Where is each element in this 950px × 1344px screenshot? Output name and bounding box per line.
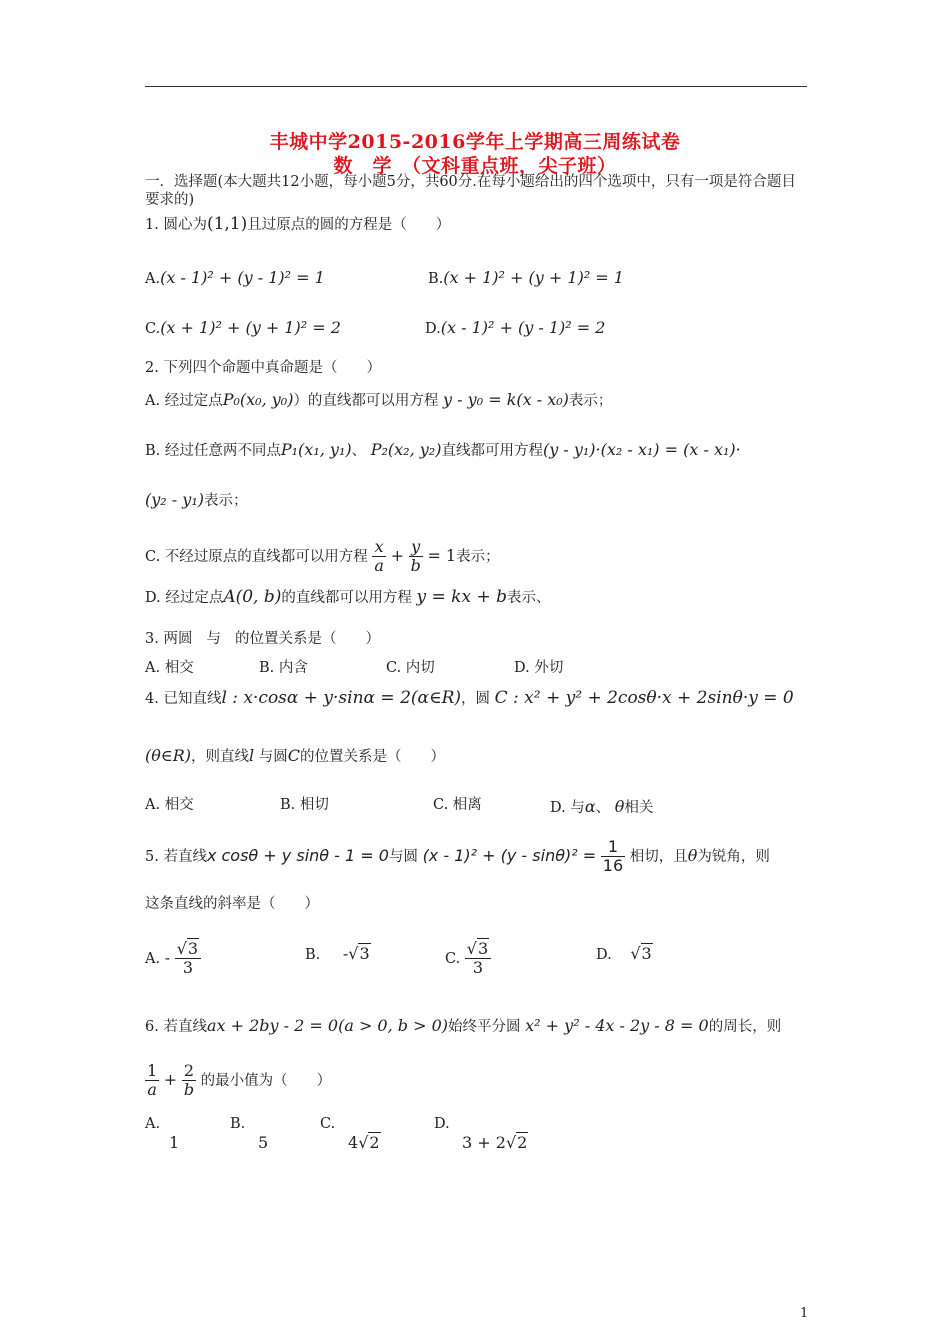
section-instructions: 一．选择题(本大题共12小题，每小题5分，共60分.在每小题给出的四个选项中，只有一项是符合题目要求的) — [145, 174, 796, 209]
q4-option-c: C. 相离 — [433, 797, 482, 813]
q1-option-a: A.(x - 1)² + (y - 1)² = 1 — [145, 268, 325, 287]
q1-center: (1,1) — [206, 214, 248, 234]
q1-stem: 1. 圆心为(1,1)且过原点的圆的方程是（ ） — [145, 214, 451, 234]
page-number: 1 — [800, 1306, 809, 1321]
q5-option-b: B. -√3 — [305, 944, 370, 963]
q4-option-d: D. 与α、 θ相关 — [550, 797, 654, 816]
q1-option-d: D.(x - 1)² + (y - 1)² = 2 — [425, 318, 606, 337]
q1-option-b: B.(x + 1)² + (y + 1)² = 1 — [428, 268, 624, 287]
q4-option-a: A. 相交 — [145, 797, 194, 813]
q6-stem: 6. 若直线ax + 2by - 2 = 0(a > 0, b > 0)始终平分圆 x² + y² - 4x - 2y - 8 = 0的周长，则 — [145, 1016, 782, 1035]
q3-option-b: B. 内含 — [259, 660, 308, 676]
q2-option-b: B. 经过任意两不同点P₁(x₁, y₁)、 P₂(x₂, y₂)直线都可用方程(y - y₁)·(x₂ - x₁) = (x - x₁)· — [145, 440, 741, 459]
q4-option-b: B. 相切 — [280, 797, 329, 813]
q4-stem-cont: (θ∈R)，则直线l 与圆C的位置关系是（ ） — [145, 746, 445, 765]
q2-stem: 2. 下列四个命题中真命题是（ ） — [145, 360, 381, 376]
q3-option-a: A. 相交 — [145, 660, 194, 676]
q6-option-c: C. 4√2 — [320, 1116, 380, 1153]
q5-stem: 5. 若直线x cosθ + y sinθ - 1 = 0与圆 (x - 1)² + (y - sinθ)² = $\frac{1}{16}$ 相切，且θ为锐角，则 — [145, 837, 770, 876]
q6-option-d: D. 3 + 2√2 — [434, 1116, 528, 1153]
q2-option-a: A. 经过定点P₀(x₀, y₀)）的直线都可以用方程 y - y₀ = k(x - x₀)表示； — [145, 390, 613, 409]
q6-option-b: B. 5 — [230, 1116, 269, 1153]
q5-option-a: A. - $\frac{√3}{3}$ — [145, 940, 201, 978]
exam-subtitle: 数 学 （文科重点班，尖子班） — [333, 155, 617, 177]
q2-option-b-cont: (y₂ - y₁)表示； — [145, 490, 248, 509]
q2-option-c: C. 不经过原点的直线都可以用方程 $\frac{x}{a}$ + $\frac{y}{b}$ = 1表示； — [145, 537, 500, 576]
q3-option-c: C. 内切 — [386, 660, 435, 676]
q3-stem: 3. 两圆 与 的位置关系是（ ） — [145, 631, 380, 647]
q2-option-d: D. 经过定点A(0, b)的直线都可以用方程 y = kx + b表示、 — [145, 587, 551, 607]
header-rule — [145, 86, 807, 87]
q3-option-d: D. 外切 — [514, 660, 564, 676]
exam-title: 丰城中学2015-2016学年上学期高三周练试卷 — [269, 131, 681, 153]
q1-option-c: C.(x + 1)² + (y + 1)² = 2 — [145, 318, 341, 337]
q5-stem-cont: 这条直线的斜率是（ ） — [145, 896, 319, 912]
q5-option-d: D. √3 — [596, 944, 652, 963]
q5-option-c: C. $\frac{√3}{3}$ — [445, 940, 491, 978]
q4-stem: 4. 已知直线l : x·cosα + y·sinα = 2(α∈R)，圆 C : x² + y² + 2cosθ·x + 2sinθ·y = 0 — [145, 688, 794, 708]
q6-option-a: A. 1 — [145, 1116, 180, 1153]
q6-stem-cont: $\frac{1}{a}$ + $\frac{2}{b}$ 的最小值为（ ） — [147, 1061, 332, 1100]
